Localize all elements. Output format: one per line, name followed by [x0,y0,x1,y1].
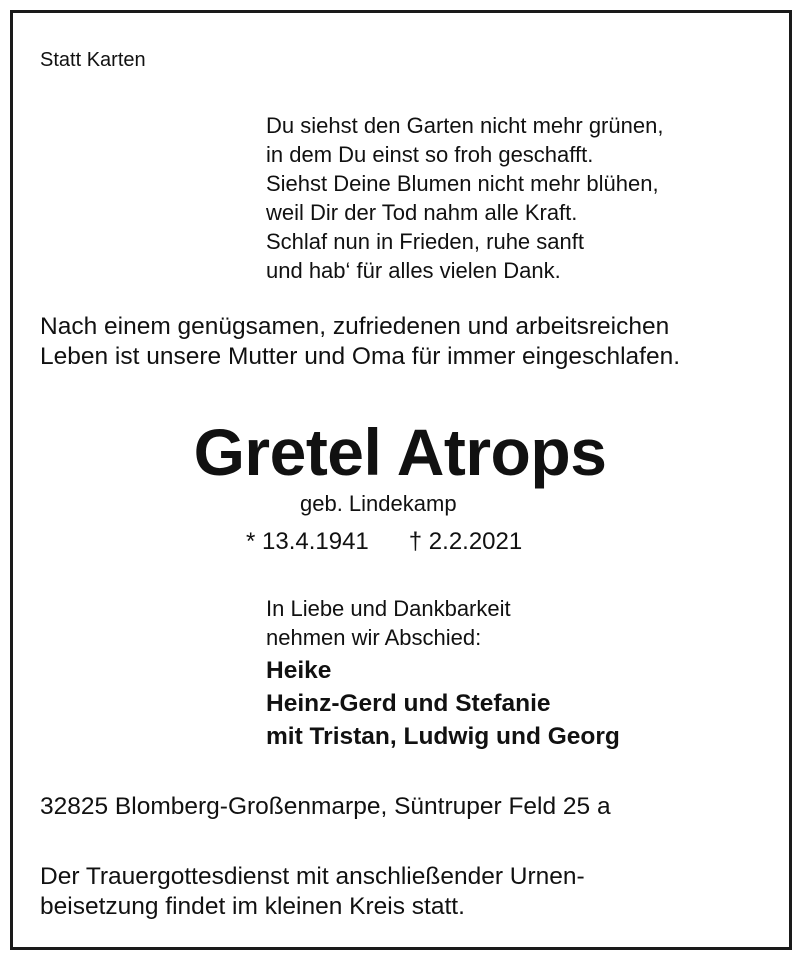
poem-line: Du siehst den Garten nicht mehr grünen, [266,113,664,138]
intro-line: Leben ist unsere Mutter und Oma für immer eingeschlafen. [40,343,681,370]
intro-line: Nach einem genügsamen, zufriedenen und arbeitsreichen [40,313,670,340]
poem-line: Schlaf nun in Frieden, ruhe sanft [266,229,584,254]
service-line: Der Trauergottesdienst mit anschließender Urnen- [40,863,585,890]
service-line: beisetzung findet im kleinen Kreis statt. [40,893,465,920]
mourner-line: Heike [266,657,332,684]
farewell-line: In Liebe und Dankbarkeit [266,596,511,621]
poem-line: Siehst Deine Blumen nicht mehr blühen, [266,171,659,196]
poem-line: und hab‘ für alles vielen Dank. [266,258,561,283]
death-date: † 2.2.2021 [408,528,523,555]
intro-text [40,312,680,372]
deceased-name: Gretel Atrops [193,415,607,489]
statt-karten-header: Statt Karten [40,49,146,71]
farewell-line: nehmen wir Abschied: [266,625,482,650]
poem [266,111,663,285]
maiden-name: geb. Lindekamp [300,491,457,516]
mourners-list [266,654,620,753]
mourner-line: mit Tristan, Ludwig und Georg [266,723,620,750]
farewell-text [266,594,511,652]
life-dates [246,527,522,557]
service-info [40,862,585,922]
address: 32825 Blomberg-Großenmarpe, Süntruper Feld 25 a [40,793,611,820]
poem-line: in dem Du einst so froh geschafft. [266,142,594,167]
mourner-line: Heinz-Gerd und Stefanie [266,690,551,717]
poem-line: weil Dir der Tod nahm alle Kraft. [266,200,578,225]
birth-date: * 13.4.1941 [246,528,369,555]
